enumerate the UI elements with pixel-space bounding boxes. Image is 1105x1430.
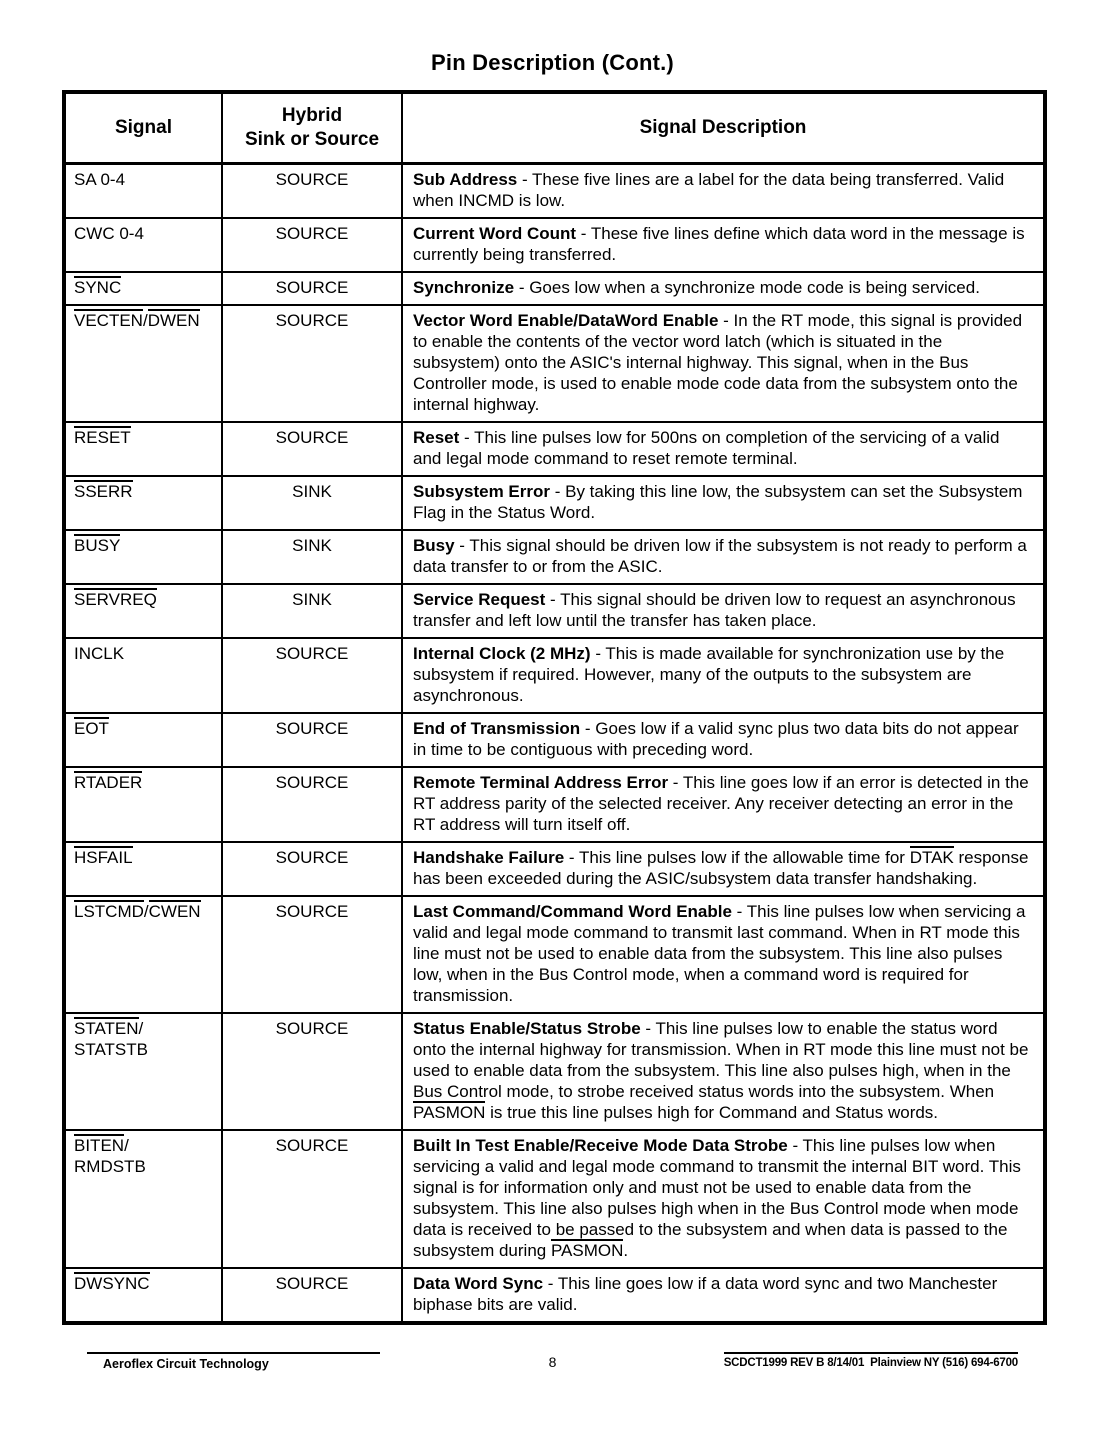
overlined-signal-text: SERVREQ [74,590,157,609]
signal-cell [64,530,222,584]
overlined-signal-text: SYNC [74,278,122,297]
text-run: CWC 0-4 [74,224,144,243]
text-run: is true this line pulses high for Command and Status words. [485,1103,939,1122]
signal-cell [64,713,222,767]
overlined-signal-text: RTADER [74,773,143,792]
bold-term: Handshake Failure [413,848,565,867]
table-row [64,476,1045,530]
text-run: - These five lines define which data word in the message is currently being transferred. [413,224,1025,264]
footer-doc-ref: SCDCT1999 REV B 8/14/01 Plainview NY (516) 694-6700 [724,1352,1018,1369]
overlined-signal-text: SSERR [74,482,133,501]
overlined-signal-text: HSFAIL [74,848,133,867]
table-row [64,1013,1045,1130]
table-row [64,767,1045,842]
bold-term: Internal Clock (2 MHz) [413,644,591,663]
bold-term: Service Request [413,590,546,609]
text-run: - This line goes low if a data word sync and two Manchester biphase bits are valid. [413,1274,998,1314]
description-cell [402,713,1045,767]
overlined-signal-text: VECTEN [74,311,143,330]
text-run: - This line pulses low to enable the status word onto the internal highway for transmission. When in RT mode this line must not be used to enable data from the subsystem. This line also pulses high, when in the Bus Control mode, to strobe received status words into the subsystem. When [413,1019,1029,1101]
overlined-signal-text: PASMON [413,1103,486,1122]
table-row [64,272,1045,305]
table-row [64,422,1045,476]
text-run: - This signal should be driven low if the subsystem is not ready to perform a data transfer to or from the ASIC. [413,536,1027,576]
description-cell [402,305,1045,422]
overlined-signal-text: BUSY [74,536,121,555]
signal-cell [64,272,222,305]
text-run: - These five lines are a label for the data being transferred. Valid when INCMD is low. [413,170,1005,210]
description-cell [402,476,1045,530]
description-cell [402,767,1045,842]
description-cell [402,1013,1045,1130]
table-row [64,218,1045,272]
table-row [64,584,1045,638]
signal-cell [64,218,222,272]
signal-cell [64,842,222,896]
pin-description-table [62,90,1047,1325]
bold-term: Status Enable/Status Strobe [413,1019,641,1038]
description-cell [402,422,1045,476]
header-hybrid-line2: Sink or Source [244,129,380,150]
header-description: Signal Description [402,92,1045,164]
text-run: / [124,1136,129,1155]
table-row [64,305,1045,422]
text-run: - Goes low when a synchronize mode code is being serviced. [514,278,980,297]
text-run: - This line pulses low if the allowable time for [564,848,910,867]
text-run: response has been exceeded during the ASIC/subsystem data transfer handshaking. [413,848,1029,888]
signal-cell [64,767,222,842]
signal-cell [64,1013,222,1130]
overlined-signal-text: RESET [74,428,131,447]
description-cell [402,896,1045,1013]
table-row [64,1130,1045,1268]
description-cell [402,1268,1045,1323]
hybrid-cell: SOURCE [222,1013,402,1130]
overlined-signal-text: EOT [74,719,109,738]
table-row [64,1268,1045,1323]
signal-cell [64,476,222,530]
hybrid-cell: SOURCE [222,638,402,713]
bold-term: Subsystem Error [413,482,550,501]
header-signal: Signal [64,92,222,164]
table-row [64,842,1045,896]
overlined-signal-text: DWSYNC [74,1274,150,1293]
signal-cell [64,164,222,219]
hybrid-cell: SINK [222,476,402,530]
text-run: INCLK [74,644,125,663]
overlined-signal-text: DWEN [147,311,200,330]
overlined-signal-text: DTAK [909,848,954,867]
pin-table-body [64,164,1045,1324]
overlined-signal-text: PASMON [550,1241,624,1260]
signal-cell [64,896,222,1013]
signal-cell [64,1130,222,1268]
bold-term: Reset [413,428,460,447]
description-cell [402,164,1045,219]
text-run: / [138,1019,144,1038]
bold-term: Last Command/Command Word Enable [413,902,732,921]
text-run: - In the RT mode, this signal is provided to enable the contents of the vector word latch (which is situated in the subsystem) onto the ASIC's internal highway. This signal, when in the Bus Controller mode, is used to enable mode code data from the subsystem onto the internal highway. [413,311,1023,414]
text-run: - This line pulses low when servicing a valid and legal mode command to transmit last command. When in RT mode this line must not be used to enable data from the subsystem. This line also pulses low, when in the Bus Control mode, when a command word is required for transmission. [413,902,1026,1005]
hybrid-cell: SOURCE [222,305,402,422]
description-cell [402,530,1045,584]
header-row [64,92,1045,164]
bold-term: End of Transmission [413,719,581,738]
table-row [64,896,1045,1013]
header-hybrid [222,92,402,164]
overlined-signal-text: STATEN [74,1019,139,1038]
text-run: - This line pulses low for 500ns on completion of the servicing of a valid and legal mode command to reset remote terminal. [413,428,1000,468]
description-cell [402,1130,1045,1268]
table-header [64,92,1045,164]
hybrid-cell: SOURCE [222,713,402,767]
bold-term: Data Word Sync [413,1274,544,1293]
overlined-signal-text: LSTCMD [74,902,144,921]
hybrid-cell: SINK [222,584,402,638]
hybrid-cell: SOURCE [222,896,402,1013]
table-row [64,164,1045,219]
bold-term: Synchronize [413,278,515,297]
text-run: / [142,311,148,330]
hybrid-cell: SOURCE [222,422,402,476]
signal-cell [64,305,222,422]
description-cell [402,218,1045,272]
hybrid-cell: SOURCE [222,842,402,896]
bold-term: Current Word Count [413,224,577,243]
bold-term: Built In Test Enable/Receive Mode Data Strobe [413,1136,788,1155]
table-row [64,530,1045,584]
bold-term: Sub Address [413,170,518,189]
footer-page-number: 8 [548,1354,557,1370]
overlined-signal-text: BITEN [74,1136,125,1155]
hybrid-cell: SOURCE [222,272,402,305]
description-cell [402,584,1045,638]
footer-company: Aeroflex Circuit Technology [87,1352,380,1371]
text-run: . [623,1241,629,1260]
overlined-signal-text: CWEN [148,902,201,921]
description-cell [402,638,1045,713]
table-row [64,713,1045,767]
signal-cell [64,638,222,713]
hybrid-cell: SOURCE [222,218,402,272]
text-run: - Goes low if a valid sync plus two data bits do not appear in time to be contiguous with preceding word. [413,719,1019,759]
hybrid-cell: SOURCE [222,1268,402,1323]
text-run: SA 0-4 [74,170,126,189]
description-cell [402,272,1045,305]
signal-cell [64,1268,222,1323]
table-row [64,638,1045,713]
signal-cell [64,584,222,638]
text-run: STATSTB [74,1040,148,1059]
hybrid-cell: SOURCE [222,1130,402,1268]
text-run: - This is made available for synchronization use by the subsystem if required. However, many of the outputs to the subsystem are asynchronous. [413,644,1005,705]
header-hybrid-line1: Hybrid [281,105,343,127]
text-run: / [143,902,149,921]
text-run: - This signal should be driven low to request an asynchronous transfer and left low until the transfer has taken place. [413,590,1016,630]
text-run: - This line pulses low when servicing a valid and legal mode command to transmit the internal BIT word. This signal is for information only and must not be used to enable data from the subsystem. This line also pulses high when in the Bus Control mode when mode data is received to be passed to the subsystem and when data is passed to the subsystem during [413,1136,1021,1260]
bold-term: Vector Word Enable/DataWord Enable [413,311,719,330]
hybrid-cell: SINK [222,530,402,584]
text-run: RMDSTB [74,1157,146,1176]
page-title: Pin Description (Cont.) [431,50,674,75]
text-run: - By taking this line low, the subsystem can set the Subsystem Flag in the Status Word. [413,482,1023,522]
hybrid-cell: SOURCE [222,164,402,219]
hybrid-cell: SOURCE [222,767,402,842]
bold-term: Remote Terminal Address Error [413,773,669,792]
description-cell [402,842,1045,896]
text-run: - This line goes low if an error is detected in the RT address parity of the selected receiver. Any receiver detecting an error in the RT address will turn itself off. [413,773,1029,834]
signal-cell [64,422,222,476]
bold-term: Busy [413,536,455,555]
